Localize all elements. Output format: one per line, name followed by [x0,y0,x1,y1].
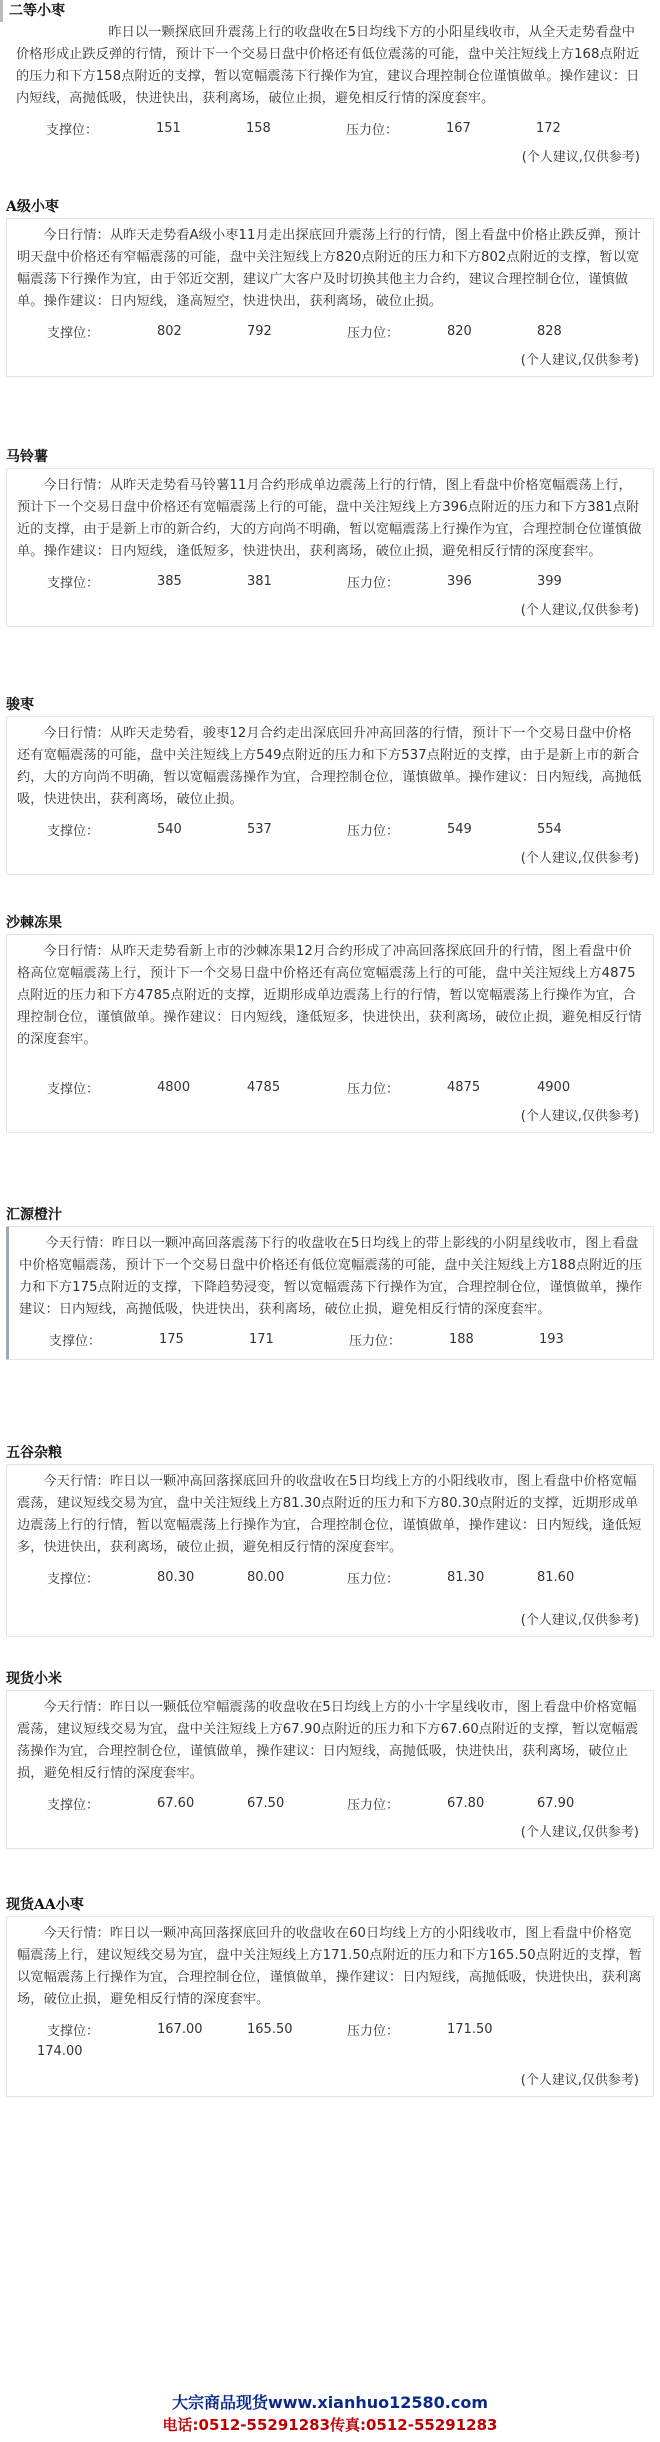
support-value-2: 381 [247,573,272,589]
pressure-label: 压力位： [347,325,400,341]
section-spot-millet [0,1668,660,1894]
section-junzao [0,694,660,912]
pressure-value-1: 4875 [447,1079,481,1095]
support-value-2: 792 [247,323,272,339]
section-wugu-grains [0,1442,660,1668]
section-card [6,1690,654,1849]
section-shaji-frozen-fruit [0,912,660,1204]
analysis-text: 今天行情：昨日以一颗低位窄幅震荡的收盘收在5日均线上方的小十字星线收市，图上看盘中价格宽幅震荡，建议短线交易为宜，盘中关注短线上方67.90点附近的压力和下方67.60点附近的支撑，暂以宽幅震荡操作为宜，合理控制仓位，谨慎做单，操作建议：日内短线，高抛低吸，快进快出，获利离场，破位止损，避免相反行情的深度套牢。 [17,1700,639,1781]
analysis-text: 今天行情：昨日以一颗冲高回落探底回升的收盘收在60日均线上方的小阳线收市，图上看盘中价格宽幅震荡上行，建议短线交易为宜，盘中关注短线上方171.50点附近的压力和下方165.50点附近的支撑，暂以宽幅震荡上行操作为宜，合理控制仓位，谨慎做单，操作建议：日内短线，高抛低吸，快进快出，获利离场，破位止损，避免相反行情的深度套牢。 [17,1926,642,2007]
footer-website: 大宗商品现货www.xianhuo12580.com [171,2393,489,2412]
support-value-1: 167.00 [157,2021,203,2037]
analysis-text: 今天行情：昨日以一颗冲高回落震荡下行的收盘收在5日均线上的带上影线的小阴星线收市，图上看盘中价格宽幅震荡，预计下一个交易日盘中价格还有低位宽幅震荡的可能，盘中关注短线上方188点附近的压力和下方175点附近的支撑，下降趋势浸变，暂以宽幅震荡下行操作为宜，合理控制仓位，谨慎做单，操作建议：日内短线，高抛低吸，快进快出，获利离场，破位止损，避免相反行情的深度套牢。 [19,1236,643,1317]
support-value-2: 537 [247,821,272,837]
price-levels [17,2017,643,2041]
support-label: 支撑位： [49,1333,102,1349]
pressure-value-1: 549 [447,821,472,837]
price-levels [17,1075,643,1099]
section-card [6,1464,654,1637]
support-label: 支撑位： [47,325,100,341]
pressure-value-2: 81.60 [537,1569,575,1585]
pressure-label: 压力位： [347,1797,400,1813]
price-levels [17,1791,643,1815]
pressure-value-2: 193 [539,1331,564,1347]
support-label: 支撑位： [47,1797,100,1813]
disclaimer: (个人建议,仅供参考) [520,1613,639,1628]
analysis-text: 今日行情：从昨天走势看新上市的沙棘冻果12月合约形成了冲高回落探底回升的行情，图上看盘中价格高位宽幅震荡上行，预计下一个交易日盘中价格还有高位宽幅震荡上行的可能，盘中关注短线上方4875点附近的压力和下方4785点附近的支撑，近期形成单边震荡上行的行情，暂以宽幅震荡上行操作为宜，合理控制仓位，谨慎做单。操作建议：日内短线，逢低短多，快进快出，获利离场，破位止损，避免相反行情的深度套牢。 [17,944,642,1047]
section-title: 五谷杂粮 [6,1445,62,1461]
support-value-1: 67.60 [157,1795,195,1811]
section-title: 马铃薯 [6,449,48,465]
section-potato [0,446,660,694]
support-label: 支撑位： [47,1081,100,1097]
pressure-value-1: 188 [449,1331,474,1347]
support-value-2: 165.50 [247,2021,293,2037]
support-value-1: 175 [159,1331,184,1347]
disclaimer: (个人建议,仅供参考) [520,851,639,866]
section-card [6,1916,654,2097]
price-levels [17,1565,643,1589]
pressure-value-2: 67.90 [537,1795,575,1811]
price-levels [17,319,643,343]
pressure-value-1: 67.80 [447,1795,485,1811]
section-card [6,218,654,377]
section-spot-aa-xiaozao [0,1894,660,2144]
disclaimer: (个人建议,仅供参考) [520,603,639,618]
pressure-label: 压力位： [349,1333,402,1349]
pressure-value-2: 4900 [537,1079,571,1095]
section-card [6,468,654,627]
support-label: 支撑位： [47,2023,100,2039]
section-a-xiaozao [0,196,660,446]
section-title: 现货AA小枣 [6,1897,84,1913]
analysis-text: 今日行情：从昨天走势看A级小枣11月走出探底回升震荡上行的行情，图上看盘中价格止跌反弹，预计明天盘中价格还有窄幅震荡的可能，盘中关注短线上方820点附近的压力和下方802点附近的支撑，暂以宽幅震荡下行操作为宜，由于邻近交割，建议广大客户及时切换其他主力合约，建议合理控制仓位，谨慎做单。操作建议：日内短线，逢高短空，快进快出，获利离场，破位止损。 [17,228,641,309]
pressure-value-1: 171.50 [447,2021,493,2037]
section-title: 汇源橙汁 [6,1207,62,1223]
support-value-1: 385 [157,573,182,589]
support-value-1: 4800 [157,1079,191,1095]
support-value-2: 171 [249,1331,274,1347]
analysis-text: 今日行情：从昨天走势看马铃薯11月合约形成单边震荡上行的行情，图上看盘中价格宽幅震荡上行，预计下一个交易日盘中价格还有宽幅震荡上行的可能，盘中关注短线上方396点附近的压力和下方381点附近的支撑，由于是新上市的新合约，大的方向尚不明确，暂以宽幅震荡上行操作为宜，合理控制仓位谨慎做单。操作建议：日内短线，逢低短多，快进快出，获利离场，破位止损，避免相反行情的深度套牢。 [17,478,642,559]
disclaimer: (个人建议,仅供参考) [520,1825,639,1840]
price-levels [17,569,643,593]
pressure-value-2: 828 [537,323,562,339]
support-value-2: 80.00 [247,1569,285,1585]
section-title: A级小枣 [6,199,59,215]
footer-contact [0,2392,660,2442]
disclaimer: (个人建议,仅供参考) [520,2073,639,2088]
pressure-value-2: 554 [537,821,562,837]
analysis-text: 今天行情：昨日以一颗冲高回落探底回升的收盘收在5日均线上方的小阳线收市，图上看盘中价格宽幅震荡，建议短线交易为宜，盘中关注短线上方81.30点附近的压力和下方80.30点附近的支撑，近期形成单边震荡上行的行情，暂以宽幅震荡上行操作为宜，合理控制仓位，谨慎做单，操作建议：日内短线，逢低短多，快进快出，获利离场，破位止损，避免相反行情的深度套牢。 [17,1474,642,1555]
analysis-text: 今日行情：从昨天走势看，骏枣12月合约走出深底回升冲高回落的行情，预计下一个交易日盘中价格还有宽幅震荡的可能，盘中关注短线上方549点附近的压力和下方537点附近的支撑，由于是新上市的新合约，大的方向尚不明确，暂以宽幅震荡操作为宜，合理控制仓位，谨慎做单。操作建议：日内短线，高抛低吸，快进快出，获利离场，破位止损。 [17,726,642,807]
support-value-2: 4785 [247,1079,281,1095]
section-card [6,934,654,1133]
pressure-value-1: 396 [447,573,472,589]
support-value-2: 67.50 [247,1795,285,1811]
support-value-1: 151 [156,120,181,136]
support-value-1: 540 [157,821,182,837]
support-value-1: 802 [157,323,182,339]
section-card [6,716,654,875]
analysis-text: 昨日以一颗探底回升震荡上行的收盘收在5日均线下方的小阳星线收市，从全天走势看盘中价格形成止跌反弹的行情，预计下一个交易日盘中价格还有低位震荡的可能，盘中关注短线上方168点附近的压力和下方158点附近的支撑，暂以宽幅震荡下行操作为宜，建议合理控制仓位谨慎做单。操作建议：日内短线，高抛低吸，快进快出，获利离场，破位止损，避免相反行情的深度套牢。 [16,25,640,106]
support-label: 支撑位： [47,1571,100,1587]
section-title: 现货小米 [6,1671,62,1687]
disclaimer: (个人建议,仅供参考) [520,1109,639,1124]
pressure-label: 压力位： [347,823,400,839]
pressure-value-1: 820 [447,323,472,339]
support-value-1: 80.30 [157,1569,195,1585]
pressure-value-2: 399 [537,573,562,589]
section-title: 二等小枣 [0,0,660,22]
disclaimer: (个人建议,仅供参考) [520,353,639,368]
disclaimer: (个人建议,仅供参考) [521,150,640,165]
footer-phone: 电话:0512-55291283传真:0512-55291283 [162,2416,498,2434]
pressure-label: 压力位： [347,575,400,591]
section-card [6,22,654,173]
extra-value: 174.00 [37,2044,83,2059]
support-label: 支撑位： [47,823,100,839]
pressure-value-2: 172 [536,120,561,136]
price-levels [16,116,644,140]
section-title: 骏枣 [6,697,34,713]
pressure-label: 压力位： [347,1571,400,1587]
support-label: 支撑位： [47,575,100,591]
pressure-label: 压力位： [347,2023,400,2039]
pressure-label: 压力位： [346,122,399,138]
pressure-value-1: 167 [446,120,471,136]
section-erdeng-xiaozao [0,0,660,196]
support-value-2: 158 [246,120,271,136]
price-levels [17,817,643,841]
support-label: 支撑位： [46,122,99,138]
pressure-value-1: 81.30 [447,1569,485,1585]
section-card [6,1226,654,1360]
pressure-label: 压力位： [347,1081,400,1097]
section-huiyuan-orange-juice [0,1204,660,1442]
price-levels [19,1327,643,1351]
section-title: 沙棘冻果 [6,915,62,931]
